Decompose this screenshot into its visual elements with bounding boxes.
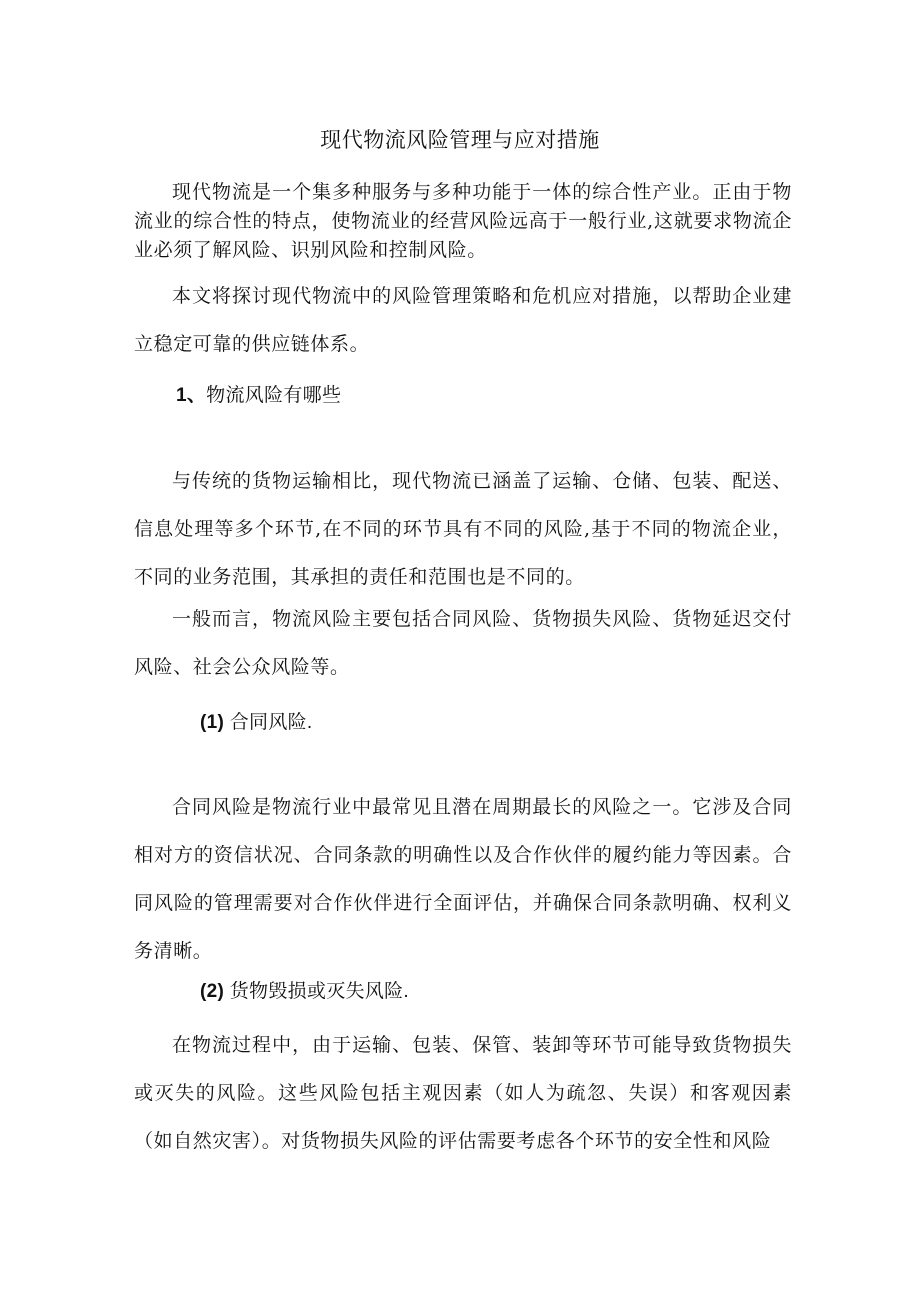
subheading-number: (1) xyxy=(200,712,225,733)
cargo-risk-paragraph: 在物流过程中，由于运输、包装、保管、装卸等环节可能导致货物损失或灭失的风险。这些风险包括主观因素（如人为疏忽、失误）和客观因素（如自然灾害）。对货物损失风险的评估需要考虑各个环节的安全性和风险 xyxy=(134,1034,792,1152)
contract-risk-paragraph: 合同风险是物流行业中最常见且潜在周期最长的风险之一。它涉及合同相对方的资信状况、合同条款的明确性以及合作伙伴的履约能力等因素。合同风险的管理需要对合作伙伴进行全面评估，并确保合同条款明确、权利义务清晰。 xyxy=(134,796,792,962)
intro-paragraph-2: 本文将探讨现代物流中的风险管理策略和危机应对措施，以帮助企业建立稳定可靠的供应链体系。 xyxy=(134,285,792,355)
subheading-text: 合同风险. xyxy=(229,712,313,733)
section1-paragraph-1: 与传统的货物运输相比，现代物流已涵盖了运输、仓储、包装、配送、信息处理等多个环节,在不同的环节具有不同的风险,基于不同的物流企业，不同的业务范围，其承担的责任和范围也是不同的。 xyxy=(134,470,792,588)
intro-paragraph-1: 现代物流是一个集多种服务与多种功能于一体的综合性产业。正由于物流业的综合性的特点，使物流业的经营风险远高于一般行业,这就要求物流企业必须了解风险、识别风险和控制风险。 xyxy=(134,181,792,261)
section-heading-text: 物流风险有哪些 xyxy=(206,385,342,406)
document-title: 现代物流风险管理与应对措施 xyxy=(320,129,600,152)
subheading-number: (2) xyxy=(200,981,225,1002)
subheading-contract-risk xyxy=(200,709,313,737)
subheading-cargo-risk xyxy=(200,978,409,1006)
section-number: 1、 xyxy=(176,385,207,406)
section-heading-1 xyxy=(176,382,341,410)
subheading-text: 货物毁损或灭失风险. xyxy=(229,981,409,1002)
section1-paragraph-2: 一般而言，物流风险主要包括合同风险、货物损失风险、货物延迟交付风险、社会公众风险等。 xyxy=(134,608,792,678)
